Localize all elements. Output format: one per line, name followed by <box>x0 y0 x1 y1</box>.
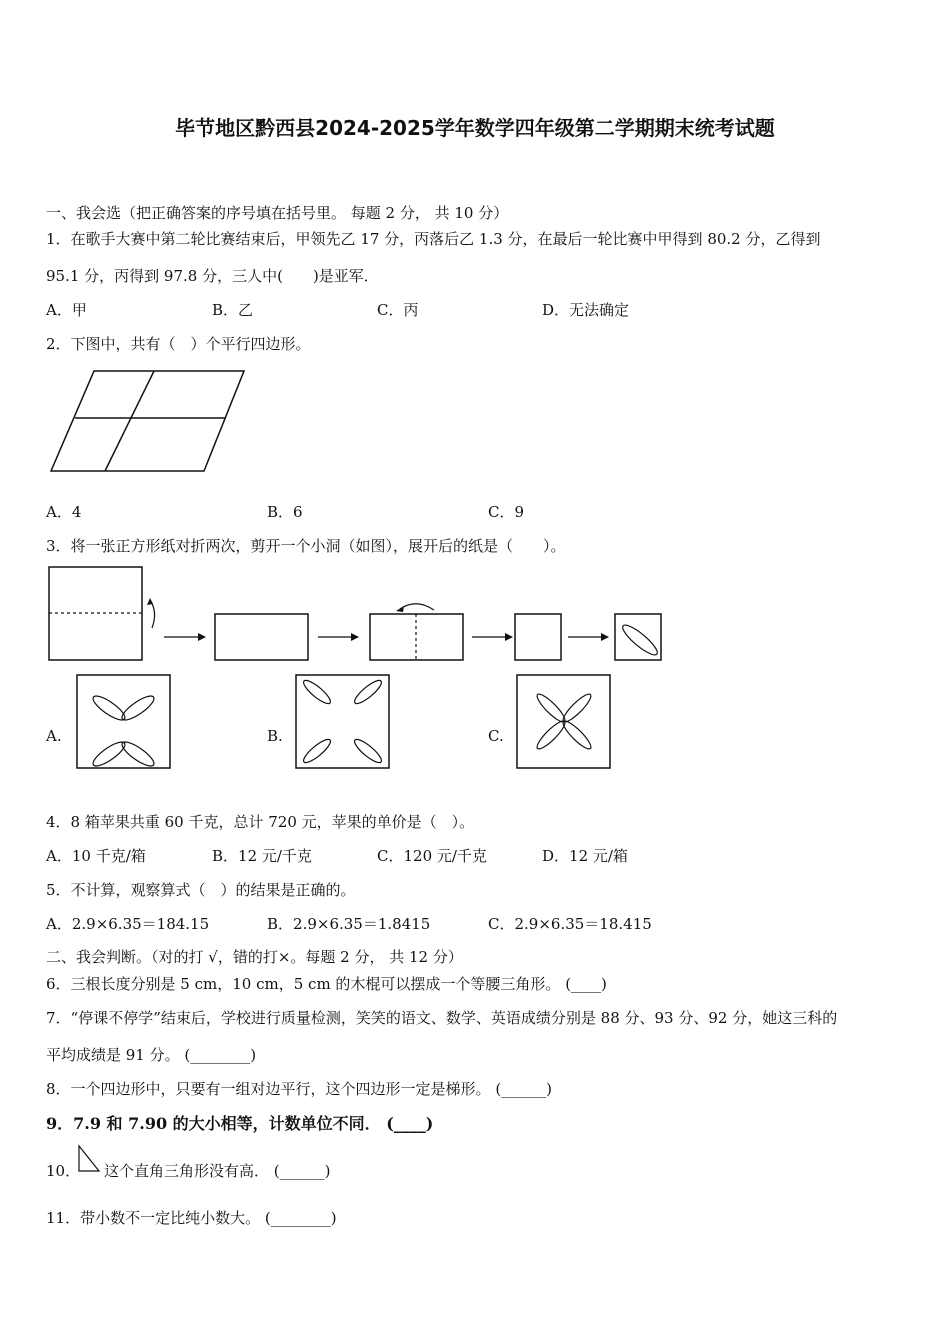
question-1-line-1: 1．在歌手大赛中第二轮比赛结束后，甲领先乙 17 分，丙落后乙 1.3 分，在最后一轮比赛中甲得到 80.2 分，乙得到 <box>46 230 821 248</box>
right-triangle-icon <box>77 1144 101 1174</box>
q4-option-b: B．12 元/千克 <box>212 847 312 865</box>
q3-option-b: B. <box>267 727 283 745</box>
page-title: 毕节地区黔西县2024-2025学年数学四年级第二学期期末统考试题 <box>175 116 775 140</box>
q4-option-a: A．10 千克/箱 <box>46 847 146 865</box>
question-8-stem: 8．一个四边形中，只要有一组对边平行，这个四边形一定是梯形。 (______) <box>46 1080 553 1098</box>
question-9-stem: 9．7.9 和 7.90 的大小相等，计数单位不同． (____) <box>46 1114 434 1133</box>
q2-option-a: A．4 <box>46 503 82 521</box>
q2-option-b: B．6 <box>267 503 303 521</box>
q5-option-a: A．2.9×6.35＝184.15 <box>46 915 210 933</box>
question-3-stem: 3．将一张正方形纸对折两次，剪开一个小洞（如图），展开后的纸是（ ）。 <box>46 537 566 555</box>
q2-option-c: C．9 <box>488 503 525 521</box>
section-2-heading: 二、我会判断。（对的打 √，错的打×。每题 2 分， 共 12 分） <box>46 948 463 966</box>
question-11-stem: 11．带小数不一定比纯小数大。 (________) <box>46 1209 337 1227</box>
question-10-stem: 这个直角三角形没有高． (______) <box>104 1162 331 1180</box>
q4-option-c: C．120 元/千克 <box>377 847 487 865</box>
option-b-figure <box>295 674 391 770</box>
parallelogram-figure <box>46 366 251 476</box>
q1-option-c: C．丙 <box>377 301 419 319</box>
question-4-stem: 4．8 箱苹果共重 60 千克，总计 720 元，苹果的单价是（ ）。 <box>46 813 475 831</box>
option-c-figure <box>516 674 612 770</box>
q3-option-c: C. <box>488 727 504 745</box>
question-10-number: 10． <box>46 1162 81 1180</box>
question-6-stem: 6．三根长度分别是 5 cm，10 cm，5 cm 的木棍可以摆成一个等腰三角形。 (____) <box>46 975 607 993</box>
question-5-stem: 5．不计算，观察算式（ ）的结果是正确的。 <box>46 881 356 899</box>
q4-option-d: D．12 元/箱 <box>542 847 628 865</box>
q1-option-b: B．乙 <box>212 301 254 319</box>
q5-option-b: B．2.9×6.35＝1.8415 <box>267 915 431 933</box>
folding-steps-figure <box>46 562 666 664</box>
q5-option-c: C．2.9×6.35＝18.415 <box>488 915 652 933</box>
question-7-line-2: 平均成绩是 91 分。 (________) <box>46 1046 257 1064</box>
q1-option-d: D．无法确定 <box>542 301 630 319</box>
question-2-stem: 2．下图中，共有（ ）个平行四边形。 <box>46 335 311 353</box>
question-7-line-1: 7．“停课不停学”结束后，学校进行质量检测，笑笑的语文、数学、英语成绩分别是 88 分、93 分、92 分，她这三科的 <box>46 1009 838 1027</box>
question-1-line-2: 95.1 分，丙得到 97.8 分，三人中( )是亚军． <box>46 267 379 285</box>
section-1-heading: 一、我会选（把正确答案的序号填在括号里。 每题 2 分， 共 10 分） <box>46 204 509 222</box>
q1-option-a: A．甲 <box>46 301 87 319</box>
option-a-figure <box>76 674 172 770</box>
q3-option-a: A. <box>46 727 62 745</box>
